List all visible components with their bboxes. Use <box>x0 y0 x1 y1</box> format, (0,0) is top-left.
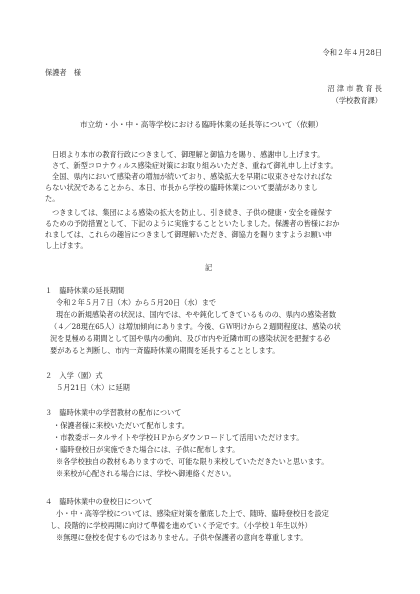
sender-dept: （学校教育課） <box>331 96 382 105</box>
sender-org: 沼 津 市 教 育 長 <box>327 84 382 93</box>
intro-line: 全国、県内において感染者の増加が続いており、感染拡大を早期に収束させなければな <box>52 172 333 181</box>
intro-line: らない状況であることから、本日、市長から学校の臨時休業について要請がありまし <box>45 183 318 192</box>
section-line: ※各学校独自の教材もありますので、可能な限り来校していただきたいと思います。 <box>56 457 329 466</box>
intro-line: さて、新型コロナウィルス感染症対策にお取り組みいただき、重ねて御礼申し上げます。 <box>52 161 338 170</box>
section-line: 令和２年５月７日（木）から５月20日（水）まで <box>56 298 217 307</box>
letter-date: 令和２年４月28日 <box>322 48 382 57</box>
section-line: 況を見極める期間として国や県内の動向、及び市内や近隣市町の感染状況を把握する必 <box>50 334 331 343</box>
section-heading: １ 臨時休業の延長期間 <box>45 286 125 295</box>
intro-line: れましては、これらの趣旨につきまして御理解いただき、御協力を賜りますようお願い申 <box>45 230 333 239</box>
intro-line: し上げます。 <box>45 241 88 250</box>
intro-line: つきましては、集団による感染の拡大を防止し、引き続き、子供の健康・安全を確保す <box>52 208 333 217</box>
intro-line: た。 <box>45 194 60 203</box>
section-line: し、段階的に学校再開に向けて準備を進めていく予定です。（小学校１年生以外） <box>50 521 312 530</box>
section-line: ・市教委ポータルサイトや学校ＨＰからダウンロードして活用いただけます。 <box>53 433 304 442</box>
section-line: ５月21日（木）に延期 <box>56 383 130 392</box>
section-heading: ３ 臨時休業中の学習教材の配布について <box>45 408 182 417</box>
section-line: ・保護者様に来校いただいて配布します。 <box>53 421 189 430</box>
section-heading: ２ 入学（園）式 <box>45 371 103 380</box>
section-line: ※来校が心配される場合には、学校へ御連絡ください。 <box>56 469 236 478</box>
section-line: 小・中・高等学校については、感染症対策を徹底した上で、随時、臨時登校日を設定 <box>56 509 329 518</box>
intro-line: るための予防措置として、下記のように実施することといたしました。保護者の皆様におか <box>45 219 340 228</box>
section-heading: ４ 臨時休業中の登校日について <box>45 497 153 506</box>
letter-title: 市立幼・小・中・高等学校における臨時休業の延長等について（依頼） <box>80 120 323 129</box>
section-line: （４／28現在65人）は増加傾向にあります。今後、ＧＷ明けから２週間程度は、感染の状 <box>50 322 341 331</box>
addressee: 保護者 様 <box>45 68 81 77</box>
section-line: ※無理に登校を促すものではありません。子供や保護者の意向を尊重します。 <box>56 533 308 542</box>
section-line: 現在の新規感染者の状況は、国内では、やや鈍化してきているものの、県内の感染者数 <box>56 310 337 319</box>
section-line: ・臨時登校日が実施できた場合には、子供に配布します。 <box>53 445 240 454</box>
section-line: 要があると判断し、市内一斉臨時休業の期間を延長することとします。 <box>50 346 280 355</box>
ki-marker: 記 <box>205 263 213 272</box>
intro-line: 日頃より本市の教育行政につきまして、御理解と御協力を賜り、感謝申し上げます。 <box>52 150 325 159</box>
